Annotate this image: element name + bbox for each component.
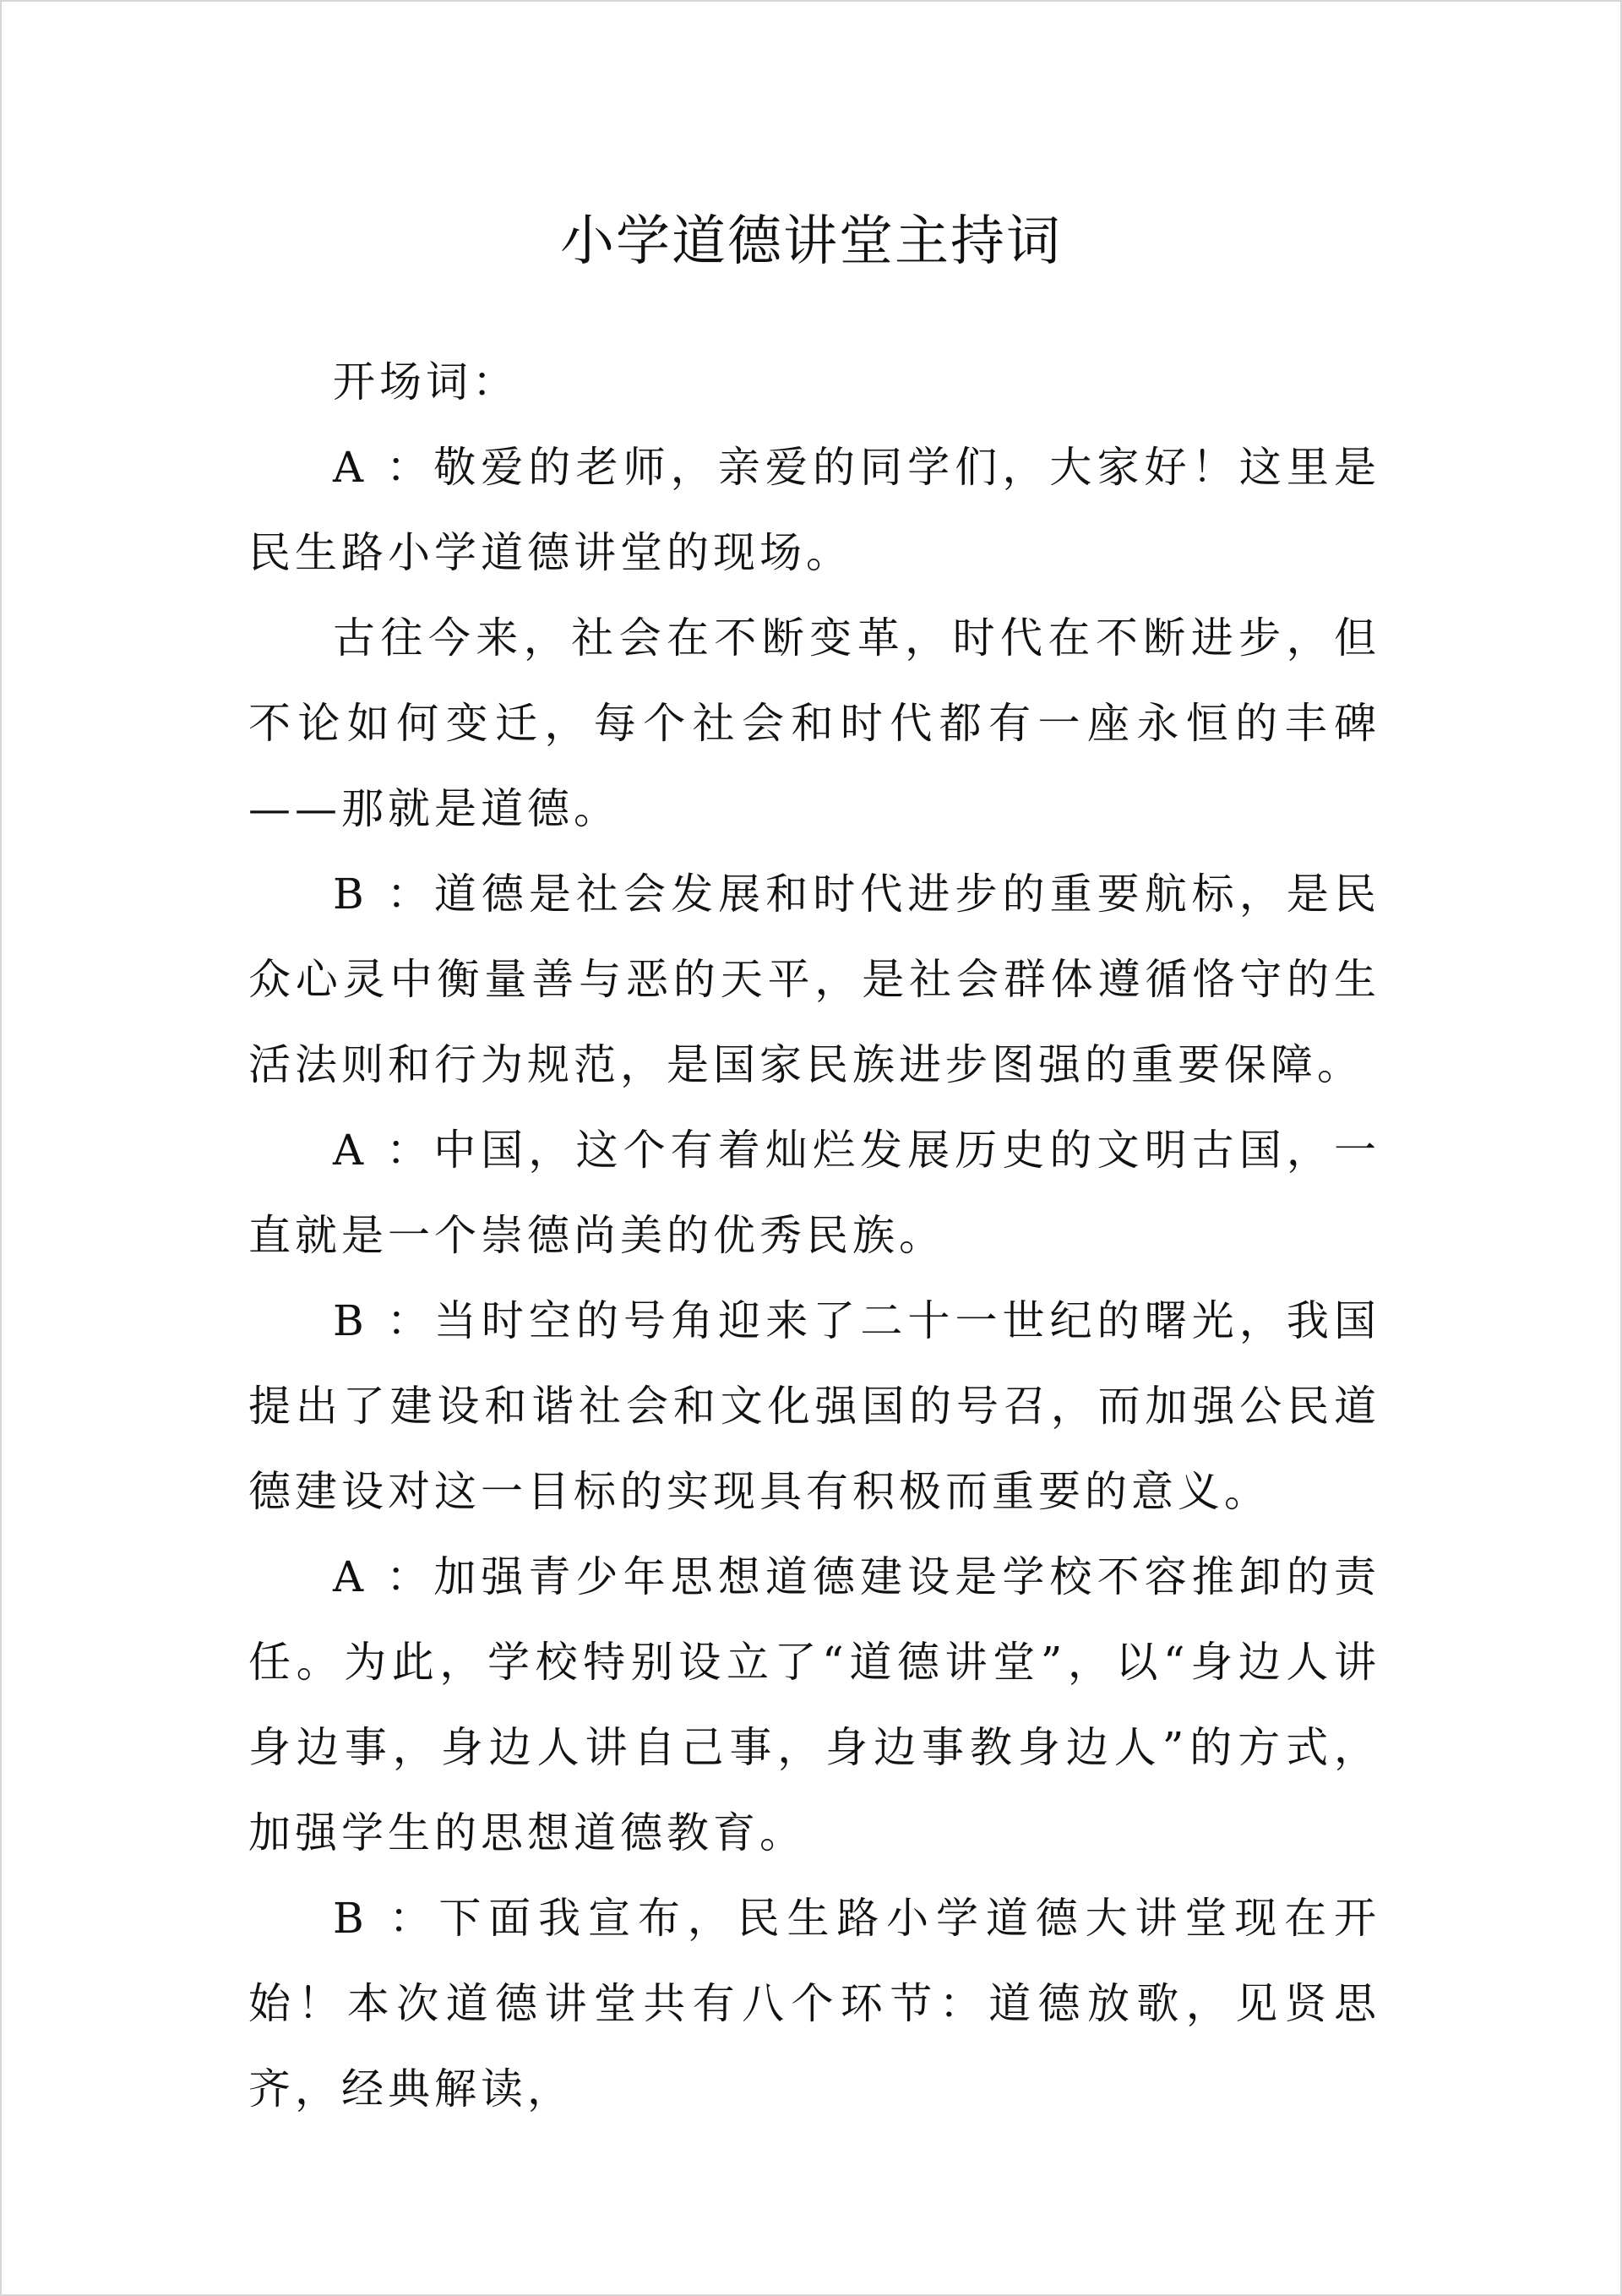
paragraph-b-morality: B ：道德是社会发展和时代进步的重要航标，是民众心灵中衡量善与恶的天平，是社会群体遵循恪守的生活法则和行为规范，是国家民族进步图强的重要保障。 <box>248 870 1380 1089</box>
paragraph-b-century: B ：当时空的号角迎来了二十一世纪的曙光，我国提出了建设和谐社会和文化强国的号召，而加强公民道德建设对这一目标的实现具有积极而重要的意义。 <box>248 1296 1380 1516</box>
document-title: 小学道德讲堂主持词 <box>560 210 1062 273</box>
paragraph-a-school: A ：加强青少年思想道德建设是学校不容推卸的责任。为此，学校特别设立了“道德讲堂”，以“身边人讲身边事，身边人讲自己事，身边事教身边人”的方式，加强学生的思想道德教育。 <box>248 1552 1380 1857</box>
paragraph-history: 古往今来，社会在不断变革，时代在不断进步，但不论如何变迁，每个社会和时代都有一座永恒的丰碑——那就是道德。 <box>248 614 1380 833</box>
paragraph-a-greeting: A ：敬爱的老师，亲爱的同学们，大家好！这里是 民生路小学道德讲堂的现场。 <box>248 443 1380 577</box>
paragraph-opening-label: 开场词： <box>333 357 519 406</box>
paragraph-b-announcement: B ：下面我宣布，民生路小学道德大讲堂现在开始！本次道德讲堂共有八个环节：道德放歌，见贤思齐，经典解读， <box>248 1894 1380 2113</box>
paragraph-a-china: A ：中国，这个有着灿烂发展历史的文明古国，一直就是一个崇德尚美的优秀民族。 <box>248 1126 1380 1260</box>
document-body <box>248 340 1380 2132</box>
